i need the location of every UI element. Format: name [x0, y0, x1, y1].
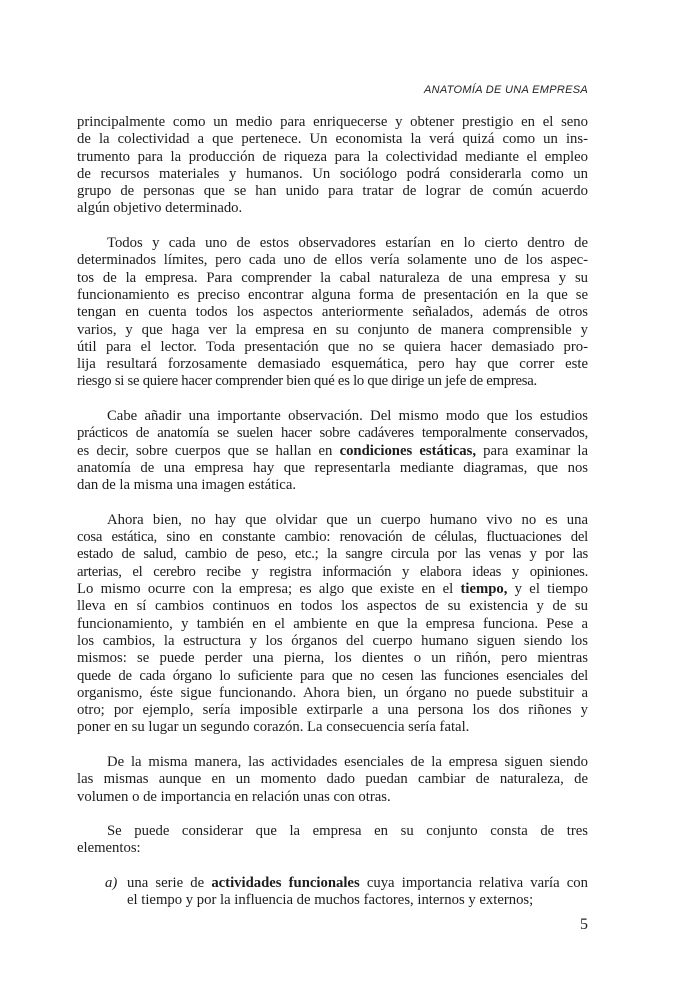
- text-line: prácticos de anatomía se suelen hacer sobre cadáveres temporalmente conservados,: [77, 425, 588, 442]
- text-segment: Lo mismo ocurre con la empresa; es algo que existe en el: [77, 581, 461, 598]
- page-number: 5: [580, 916, 588, 933]
- text-line: varios, y que haga ver la empresa en su conjunto de manera comprensible y: [77, 321, 588, 338]
- paragraph: [77, 754, 588, 806]
- text-line: De la misma manera, las actividades esenciales de la empresa siguen siendo: [107, 753, 588, 770]
- text-line: determinados límites, pero cada uno de ellos vería solamente uno de los aspec-: [77, 252, 588, 269]
- bold-term: tiempo,: [460, 581, 508, 598]
- running-head-title: ANATOMÍA DE UNA EMPRESA: [424, 84, 588, 96]
- text-segment: es decir, sobre cuerpos que se hallan en: [77, 442, 340, 459]
- text-line: [77, 581, 588, 598]
- text-line: tos de la empresa. Para comprender la cabal naturaleza de una empresa y su: [77, 269, 588, 286]
- text-line: anatomía de una empresa hay que representarla mediante diagramas, que nos: [77, 459, 588, 476]
- text-line: organismo, éste sigue funcionando. Ahora bien, un órgano no puede substituir a: [77, 684, 588, 701]
- text-line: quede de cada órgano lo suficiente para que no cesen las funciones esenciales del: [77, 667, 588, 684]
- text-line: arterias, el cerebro recibe y registra información y elabora ideas y opiniones.: [77, 563, 588, 580]
- text-line: algún objetivo determinado.: [77, 200, 243, 217]
- bold-term: actividades funcionales: [211, 875, 360, 892]
- text-line: lleva en sí cambios continuos en todos los aspectos de su existencia y de su: [77, 598, 588, 615]
- text-line: funcionamiento es preciso encontrar alguna forma de presentación en la que se: [77, 286, 588, 303]
- text-line: [77, 443, 588, 460]
- paragraph: [77, 235, 588, 391]
- list-marker: a): [105, 875, 118, 892]
- text-line: Se puede considerar que la empresa en su conjunto consta de tres: [107, 823, 588, 840]
- text-line: principalmente como un medio para enriquecerse y obtener prestigio en el seno: [77, 114, 588, 130]
- text-segment: una serie de: [127, 875, 212, 892]
- text-line: de recursos materiales y humanos. Un sociólogo podrá considerarla como un: [77, 165, 588, 182]
- text-segment: cuya importancia relativa varía con: [359, 875, 588, 892]
- text-line: elementos:: [77, 840, 141, 857]
- text-line: los cambios, la estructura y los órganos del cuerpo humano siguen siendo los: [77, 632, 588, 649]
- paragraph: [77, 512, 588, 737]
- text-line: dan de la misma una imagen estática.: [77, 477, 297, 494]
- text-line: cosa estática, sino en constante cambio: renovación de células, fluctuaciones del: [77, 529, 588, 546]
- text-line: grupo de personas que se han unido para tratar de lograr de común acuerdo: [77, 183, 588, 200]
- text-line: útil para el lector. Toda presentación que no se quiera hacer demasiado pro-: [77, 338, 588, 355]
- paragraph: [77, 823, 588, 858]
- text-line: estado de salud, cambio de peso, etc.; la sangre circula por las venas y por las: [77, 546, 588, 563]
- text-line: las mismas aunque en un momento dado puedan cambiar de naturaleza, de: [77, 771, 588, 788]
- text-line: lija resultará forzosamente demasiado esquemática, pero hay que correr este: [77, 356, 588, 373]
- bold-term: condiciones estáticas,: [339, 442, 477, 459]
- text-segment: para examinar la: [476, 442, 588, 459]
- paragraph: [77, 408, 588, 494]
- text-line: [127, 875, 588, 892]
- text-line: de la colectividad a que pertenece. Un economista la verá quizá como un ins-: [77, 131, 588, 148]
- text-line: el tiempo y por la influencia de muchos factores, internos y externos;: [127, 892, 534, 909]
- text-segment: y el tiempo: [507, 581, 588, 598]
- text-line: otro; por ejemplo, sería imposible extirparle a una persona los dos riñones y: [77, 702, 588, 719]
- paragraph: [77, 114, 588, 218]
- text-line: volumen o de importancia en relación unas con otras.: [77, 788, 391, 805]
- body-text: [77, 114, 588, 927]
- text-line: Cabe añadir una importante observación. Del mismo modo que los estudios: [107, 408, 588, 425]
- list-item: [77, 875, 588, 910]
- text-line: tengan en cuenta todos los aspectos anteriormente señalados, además de otros: [77, 304, 588, 321]
- text-line: poner en su lugar un segundo corazón. La consecuencia sería fatal.: [77, 719, 470, 736]
- text-line: Todos y cada uno de estos observadores estarían en lo cierto dentro de: [107, 235, 588, 252]
- text-line: mismos: se puede perder una pierna, los dientes o un riñón, pero mientras: [77, 650, 588, 667]
- text-line: funcionamiento, y también en el ambiente en que la empresa funciona. Pese a: [77, 615, 588, 632]
- text-line: riesgo si se quiere hacer comprender bien qué es lo que dirige un jefe de empresa.: [77, 373, 537, 390]
- text-line: trumento para la producción de riqueza para la colectividad mediante el empleo: [77, 148, 588, 165]
- text-line: Ahora bien, no hay que olvidar que un cuerpo humano vivo no es una: [107, 511, 588, 528]
